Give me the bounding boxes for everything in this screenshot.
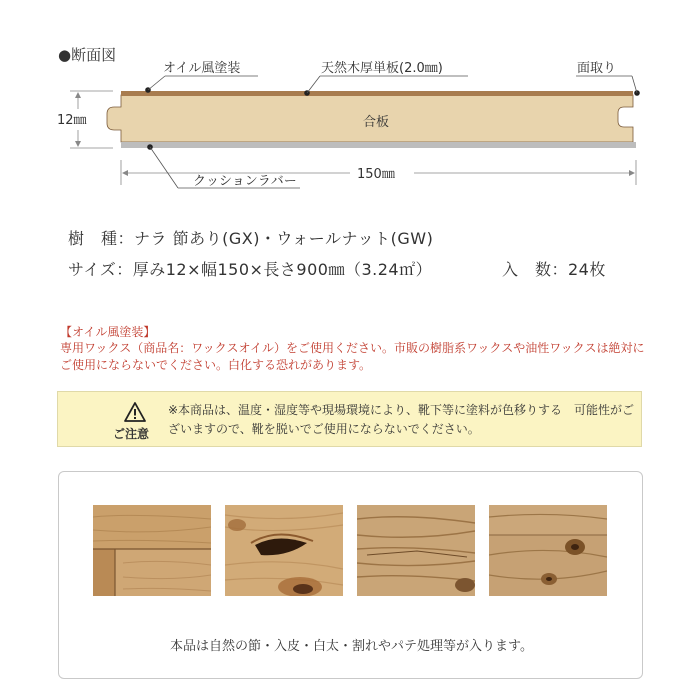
wood-photo-3 bbox=[357, 505, 475, 596]
note-title: 【オイル風塗装】 bbox=[60, 325, 156, 339]
chamfer-label: 面取り bbox=[577, 61, 617, 76]
caution-text: ※本商品は、温度・湿度等や現場環境により、靴下等に塗料が色移りする 可能性がございますので、靴を脱いでご使用にならないでください。 bbox=[168, 403, 635, 436]
caution-label: ご注意 bbox=[113, 427, 150, 441]
veneer-label: 天然木厚単板(2.0㎜) bbox=[321, 61, 443, 76]
cushion-rubber bbox=[121, 142, 636, 148]
plywood-label: 合板 bbox=[363, 115, 390, 130]
wood-photo-2 bbox=[225, 505, 343, 596]
oil-finish-label: オイル風塗装 bbox=[163, 61, 241, 76]
wood-photo-1 bbox=[93, 505, 211, 596]
spec-species: 樹 種：ナラ 節あり(GX)・ウォールナット(GW) bbox=[68, 229, 434, 248]
caution-box bbox=[57, 391, 642, 447]
veneer-layer bbox=[121, 91, 633, 96]
thickness-label: 12㎜ bbox=[57, 113, 87, 128]
note-text: 専用ワックス（商品名：ワックスオイル）をご使用ください。市販の樹脂系ワックスや油性ワックスは絶対にご使用にならないでください。白化する恐れがあります。 bbox=[60, 341, 645, 372]
width-label: 150㎜ bbox=[357, 167, 395, 182]
spec-quantity: 入 数：24枚 bbox=[502, 260, 606, 279]
section-title: ●断面図 bbox=[58, 46, 117, 64]
cross-section-diagram bbox=[0, 0, 700, 200]
spec-size: サイズ：厚み12×幅150×長さ900㎜（3.24㎡） bbox=[68, 260, 433, 279]
photos-caption: 本品は自然の節・入皮・白太・割れやパテ処理等が入ります。 bbox=[170, 639, 533, 654]
wood-photo-4 bbox=[489, 505, 607, 596]
sample-photos-panel bbox=[58, 471, 643, 679]
warning-icon bbox=[124, 402, 146, 422]
cushion-label: クッションラバー bbox=[193, 174, 297, 189]
